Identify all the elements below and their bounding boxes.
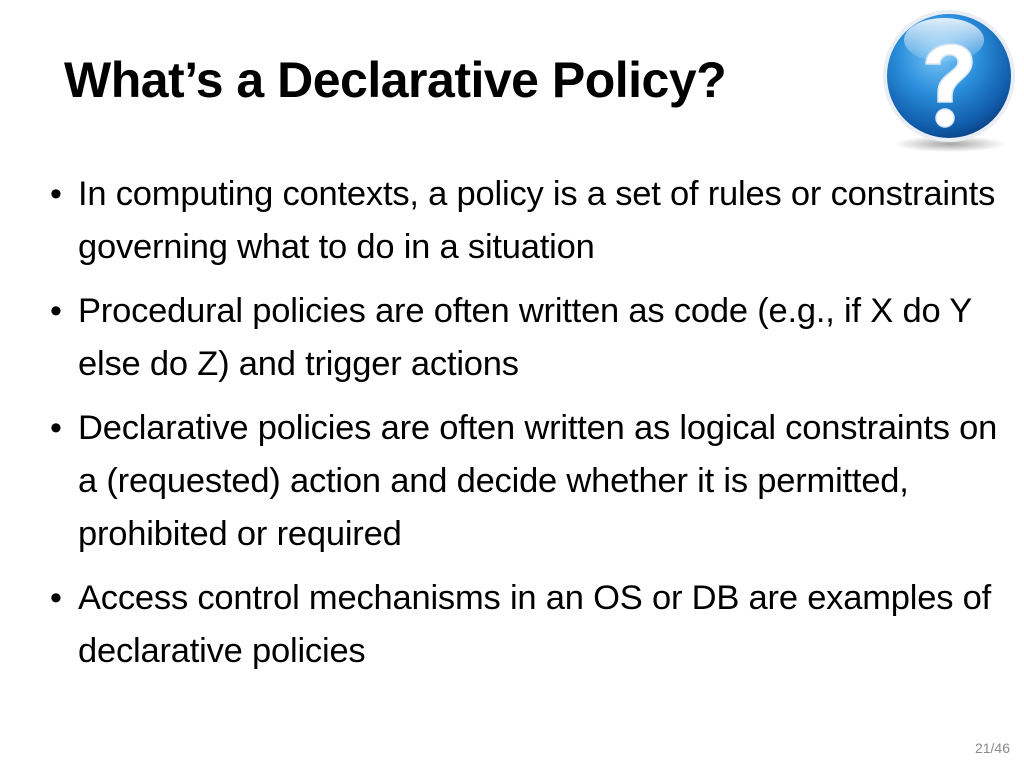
bullet-dot: •	[50, 409, 62, 447]
bullet-dot: •	[50, 175, 62, 213]
bullet-text: Declarative policies are often written as logical constraints on a (requested) action and decide whether it is permitted, prohibited or required	[78, 409, 998, 553]
bullet-text: Access control mechanisms in an OS or DB are examples of declarative policies	[78, 579, 992, 670]
question-mark-icon	[876, 6, 1022, 156]
page-number: 21/46	[974, 740, 1010, 756]
bullet-item	[40, 168, 1010, 274]
slide-title: What’s a Declarative Policy?	[64, 52, 727, 108]
bullet-item	[40, 402, 1010, 561]
bullet-text: In computing contexts, a policy is a set of rules or constraints governing what to do in a situation	[78, 175, 996, 266]
bullet-text: Procedural policies are often written as code (e.g., if X do Y else do Z) and trigger actions	[78, 292, 972, 383]
bullet-list	[40, 168, 1010, 689]
bullet-dot: •	[50, 292, 62, 330]
bullet-item	[40, 285, 1010, 391]
bullet-dot: •	[50, 579, 62, 617]
bullet-item	[40, 572, 1010, 678]
